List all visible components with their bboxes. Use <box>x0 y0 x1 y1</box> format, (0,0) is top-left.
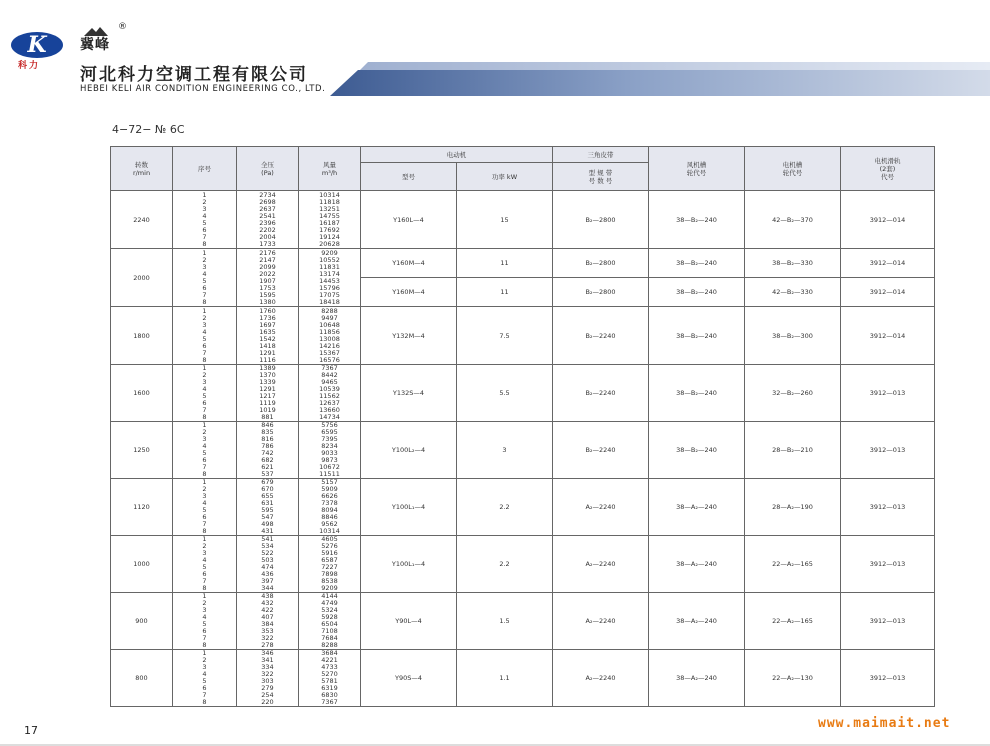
table-row <box>111 593 935 650</box>
pressure-list-cell: 846 835 816 786 742 682 621 537 <box>237 422 299 479</box>
pressure-list-cell: 346 341 334 322 303 279 254 220 <box>237 650 299 707</box>
rail-cell: 3912—014 <box>841 307 935 365</box>
company-name-en: HEBEI KELI AIR CONDITION ENGINEERING CO., LTD. <box>80 84 326 94</box>
website-link[interactable]: www.maimait.net <box>818 716 951 731</box>
motor-power-cell: 5.5 <box>457 365 553 422</box>
fan-performance-table <box>110 146 935 707</box>
motor-pulley-cell: 28—A₂—190 <box>745 479 841 536</box>
flow-list-cell: 4605 5276 5916 6587 7227 7898 8538 9209 <box>299 536 361 593</box>
page-number: 17 <box>24 724 38 737</box>
pressure-list-cell: 541 534 522 503 474 436 397 344 <box>237 536 299 593</box>
seq-list-cell: 1 2 3 4 5 6 7 8 <box>173 593 237 650</box>
motor-power-cell: 3 <box>457 422 553 479</box>
speed-cell: 800 <box>111 650 173 707</box>
table-row <box>111 365 935 422</box>
company-logo: K <box>11 32 63 58</box>
header-belt-spec: 型 规 带 号 数 号 <box>553 163 649 191</box>
motor-pulley-cell: 32—B₂—260 <box>745 365 841 422</box>
header-motor: 电动机 <box>361 147 553 163</box>
belt-cell: A₂—2240 <box>553 536 649 593</box>
motor-type-cell: Y160M—4 <box>361 249 457 278</box>
motor-type-cell: Y160M—4 <box>361 278 457 307</box>
motor-pulley-cell: 22—A₂—130 <box>745 650 841 707</box>
header-stripe-top <box>360 62 990 70</box>
motor-pulley-cell: 28—B₂—210 <box>745 422 841 479</box>
motor-power-cell: 1.1 <box>457 650 553 707</box>
table-row <box>111 422 935 479</box>
motor-pulley-cell: 38—B₂—300 <box>745 307 841 365</box>
header-power: 功率 kW <box>457 163 553 191</box>
table-body <box>111 191 935 707</box>
flow-list-cell: 5157 5909 6626 7378 8094 8846 9562 10314 <box>299 479 361 536</box>
table-row <box>111 249 935 278</box>
speed-cell: 1800 <box>111 307 173 365</box>
seq-list-cell: 1 2 3 4 5 6 7 8 <box>173 191 237 249</box>
fan-pulley-cell: 38—B₂—240 <box>649 191 745 249</box>
rail-cell: 3912—013 <box>841 479 935 536</box>
header-banner <box>0 0 990 102</box>
flow-list-cell: 3684 4221 4733 5270 5781 6319 6830 7367 <box>299 650 361 707</box>
header-rail: 电机滑轨 (2套) 代号 <box>841 147 935 191</box>
rail-cell: 3912—014 <box>841 278 935 307</box>
speed-cell: 1120 <box>111 479 173 536</box>
table-row <box>111 650 935 707</box>
flow-list-cell: 4144 4749 5324 5928 6504 7108 7684 8288 <box>299 593 361 650</box>
speed-cell: 1250 <box>111 422 173 479</box>
pressure-list-cell: 438 432 422 407 384 353 322 278 <box>237 593 299 650</box>
header-fan-pulley: 风机槽 轮代号 <box>649 147 745 191</box>
speed-cell: 1600 <box>111 365 173 422</box>
header-flow: 风量 m³/h <box>299 147 361 191</box>
flow-list-cell: 9209 10552 11831 13174 14453 15796 17075 18418 <box>299 249 361 307</box>
fan-pulley-cell: 38—A₂—240 <box>649 593 745 650</box>
table-row <box>111 479 935 536</box>
speed-cell: 1000 <box>111 536 173 593</box>
motor-type-cell: Y160L—4 <box>361 191 457 249</box>
registered-mark: ® <box>118 22 127 32</box>
seq-list-cell: 1 2 3 4 5 6 7 8 <box>173 422 237 479</box>
fan-pulley-cell: 38—B₂—240 <box>649 365 745 422</box>
motor-power-cell: 11 <box>457 278 553 307</box>
header-pressure: 全压 (Pa) <box>237 147 299 191</box>
rail-cell: 3912—014 <box>841 191 935 249</box>
belt-cell: A₂—2240 <box>553 650 649 707</box>
pressure-list-cell: 679 670 655 631 595 547 498 431 <box>237 479 299 536</box>
belt-cell: B₂—2240 <box>553 422 649 479</box>
belt-cell: B₂—2800 <box>553 191 649 249</box>
motor-type-cell: Y132S—4 <box>361 365 457 422</box>
header-motor-type: 型号 <box>361 163 457 191</box>
model-title: 4−72− № 6C <box>112 123 185 136</box>
flow-list-cell: 7367 8442 9465 10539 11562 12637 13660 14734 <box>299 365 361 422</box>
motor-type-cell: Y100L₁—4 <box>361 536 457 593</box>
header-motor-pulley: 电机槽 轮代号 <box>745 147 841 191</box>
belt-cell: A₂—2240 <box>553 593 649 650</box>
motor-pulley-cell: 42—B₂—330 <box>745 278 841 307</box>
seq-list-cell: 1 2 3 4 5 6 7 8 <box>173 536 237 593</box>
motor-pulley-cell: 22—A₂—165 <box>745 536 841 593</box>
motor-pulley-cell: 42—B₂—370 <box>745 191 841 249</box>
fan-pulley-cell: 38—B₂—240 <box>649 278 745 307</box>
rail-cell: 3912—013 <box>841 650 935 707</box>
table-row <box>111 536 935 593</box>
belt-cell: B₂—2240 <box>553 307 649 365</box>
seq-list-cell: 1 2 3 4 5 6 7 8 <box>173 365 237 422</box>
pressure-list-cell: 1389 1370 1339 1291 1217 1119 1019 881 <box>237 365 299 422</box>
flow-list-cell: 10314 11818 13251 14755 16187 17692 19124 20628 <box>299 191 361 249</box>
table-row <box>111 307 935 365</box>
header-belt: 三角皮带 <box>553 147 649 163</box>
speed-cell: 2240 <box>111 191 173 249</box>
belt-cell: A₂—2240 <box>553 479 649 536</box>
logo-subtitle: 科力 <box>18 61 41 71</box>
motor-type-cell: Y90L—4 <box>361 593 457 650</box>
header-speed: 转数 r/min <box>111 147 173 191</box>
belt-cell: B₂—2800 <box>553 278 649 307</box>
fan-pulley-cell: 38—B₂—240 <box>649 249 745 278</box>
motor-type-cell: Y132M—4 <box>361 307 457 365</box>
motor-pulley-cell: 22—A₂—165 <box>745 593 841 650</box>
fan-pulley-cell: 38—A₂—240 <box>649 479 745 536</box>
rail-cell: 3912—013 <box>841 422 935 479</box>
flow-list-cell: 5756 6595 7395 8234 9033 9873 10672 11511 <box>299 422 361 479</box>
speed-cell: 2000 <box>111 249 173 307</box>
motor-pulley-cell: 38—B₂—330 <box>745 249 841 278</box>
motor-type-cell: Y90S—4 <box>361 650 457 707</box>
fan-pulley-cell: 38—A₂—240 <box>649 650 745 707</box>
flow-list-cell: 8288 9497 10648 11856 13008 14216 15367 16576 <box>299 307 361 365</box>
motor-power-cell: 7.5 <box>457 307 553 365</box>
rail-cell: 3912—013 <box>841 593 935 650</box>
motor-type-cell: Y100L₂—4 <box>361 422 457 479</box>
fan-pulley-cell: 38—A₂—240 <box>649 536 745 593</box>
speed-cell: 900 <box>111 593 173 650</box>
company-name-cn: 河北科力空调工程有限公司 <box>80 65 308 85</box>
header-seq: 序号 <box>173 147 237 191</box>
belt-cell: B₂—2800 <box>553 249 649 278</box>
fan-pulley-cell: 38—B₂—240 <box>649 422 745 479</box>
motor-power-cell: 2.2 <box>457 536 553 593</box>
rail-cell: 3912—013 <box>841 536 935 593</box>
pressure-list-cell: 2734 2698 2637 2541 2396 2202 2004 1733 <box>237 191 299 249</box>
rail-cell: 3912—013 <box>841 365 935 422</box>
motor-power-cell: 2.2 <box>457 479 553 536</box>
brand-name: 冀峰 <box>80 37 110 53</box>
pressure-list-cell: 2176 2147 2099 2022 1907 1753 1595 1380 <box>237 249 299 307</box>
seq-list-cell: 1 2 3 4 5 6 7 8 <box>173 307 237 365</box>
seq-list-cell: 1 2 3 4 5 6 7 8 <box>173 650 237 707</box>
motor-power-cell: 11 <box>457 249 553 278</box>
seq-list-cell: 1 2 3 4 5 6 7 8 <box>173 249 237 307</box>
table-row <box>111 191 935 249</box>
pressure-list-cell: 1760 1736 1697 1635 1542 1418 1291 1116 <box>237 307 299 365</box>
fan-pulley-cell: 38—B₂—240 <box>649 307 745 365</box>
seq-list-cell: 1 2 3 4 5 6 7 8 <box>173 479 237 536</box>
motor-power-cell: 15 <box>457 191 553 249</box>
motor-power-cell: 1.5 <box>457 593 553 650</box>
header-stripe <box>330 70 990 96</box>
rail-cell: 3912—014 <box>841 249 935 278</box>
motor-type-cell: Y100L₁—4 <box>361 479 457 536</box>
belt-cell: B₂—2240 <box>553 365 649 422</box>
